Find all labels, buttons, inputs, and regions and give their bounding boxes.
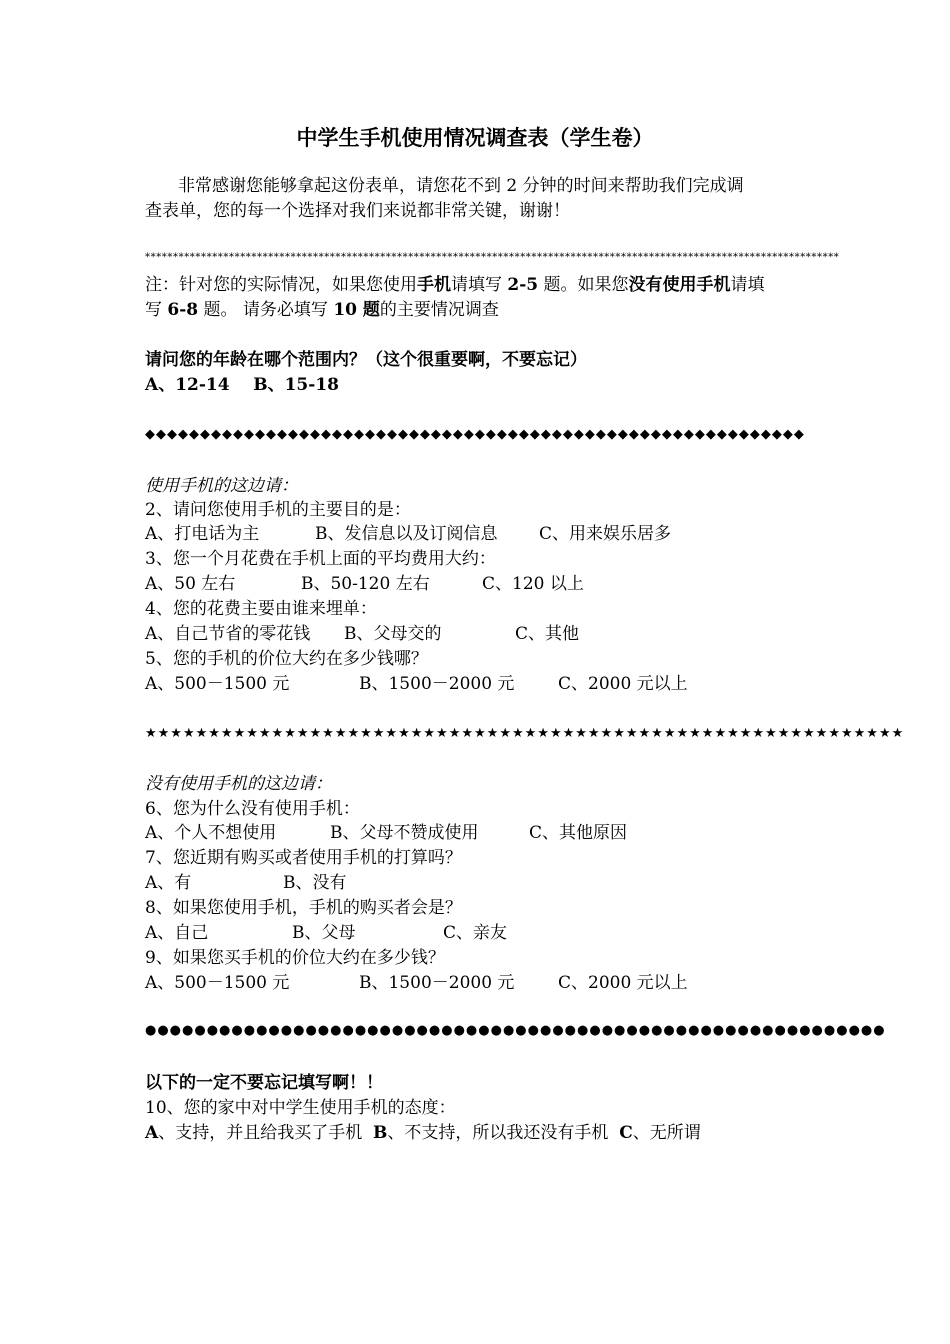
intro-line-1: 非常感谢您能够拿起这份表单，请您花不到 2 分钟的时间来帮助我们完成调 (178, 176, 744, 196)
note-emphasis: 2-5 (507, 275, 539, 295)
q5-option-b: B、1500－2000 元 (359, 674, 515, 694)
star-separator: ★★★★★★★★★★★★★★★★★★★★★★★★★★★★★★★★★★★★★★★★★★★★★★★★★★★★★★★★★★★★ (145, 726, 905, 741)
q3-option-a: A、50 左右 (145, 574, 236, 594)
question-2: 2、请问您使用手机的主要目的是： (145, 500, 411, 520)
q2-option-c: C、用来娱乐居多 (539, 524, 672, 544)
dot-separator: ●●●●●●●●●●●●●●●●●●●●●●●●●●●●●●●●●●●●●●●●●●●●●●●●●●●●●●●●●●●● (145, 1023, 886, 1038)
question-4: 4、您的花费主要由谁来埋单： (145, 599, 377, 619)
q10-option-a-text: 、支持，并且给我买了手机 (158, 1123, 374, 1143)
age-options: A、12-14 B、15-18 (145, 375, 339, 395)
q10-options (145, 1121, 701, 1146)
q8-option-a: A、自己 (145, 923, 209, 943)
q10-option-b-text: 、不支持，所以我还没有手机 (387, 1123, 620, 1143)
question-10: 10、您的家中对中学生使用手机的态度： (145, 1098, 456, 1118)
question-9: 9、如果您买手机的价位大约在多少钱？ (145, 948, 445, 968)
q4-option-a: A、自己节省的零花钱 (145, 624, 311, 644)
q6-option-c: C、其他原因 (529, 823, 628, 843)
note-line-2 (145, 298, 499, 323)
nouse-section-heading: 没有使用手机的这边请： (145, 774, 332, 794)
q4-option-c: C、其他 (515, 624, 580, 644)
q9-option-b: B、1500－2000 元 (359, 973, 515, 993)
use-section-heading: 使用手机的这边请： (145, 476, 298, 496)
q3-option-c: C、120 以上 (482, 574, 584, 594)
q7-option-b: B、没有 (283, 873, 347, 893)
note-text: 的主要情况调查 (379, 300, 499, 320)
q9-option-a: A、500－1500 元 (145, 973, 290, 993)
note-text: 请填 (730, 275, 765, 295)
question-6: 6、您为什么没有使用手机： (145, 799, 360, 819)
q6-option-b: B、父母不赞成使用 (330, 823, 479, 843)
question-7: 7、您近期有购买或者使用手机的打算吗？ (145, 848, 462, 868)
q7-option-a: A、有 (145, 873, 192, 893)
q8-option-b: B、父母 (292, 923, 356, 943)
note-line-1 (145, 273, 765, 298)
q4-option-b: B、父母交的 (344, 624, 442, 644)
note-text: 请填写 (451, 275, 508, 295)
q9-option-c: C、2000 元以上 (558, 973, 688, 993)
note-text: 注：针对您的实际情况，如果您使用 (145, 275, 417, 295)
intro-line-2: 查表单，您的每一个选择对我们来说都非常关键，谢谢！ (145, 201, 570, 221)
question-3: 3、您一个月花费在手机上面的平均费用大约： (145, 549, 496, 569)
q10-option-c-text: 、无所谓 (632, 1123, 701, 1143)
note-text: 题。如果您 (538, 275, 629, 295)
final-heading: 以下的一定不要忘记填写啊！！ (145, 1073, 383, 1093)
note-text: 写 (145, 300, 168, 320)
q3-option-b: B、50-120 左右 (301, 574, 430, 594)
note-text: 题。 请务必填写 (198, 300, 334, 320)
diamond-separator: ◆◆◆◆◆◆◆◆◆◆◆◆◆◆◆◆◆◆◆◆◆◆◆◆◆◆◆◆◆◆◆◆◆◆◆◆◆◆◆◆◆◆◆◆◆◆◆◆◆◆◆◆◆◆◆◆◆◆◆◆ (145, 427, 805, 442)
q5-option-c: C、2000 元以上 (558, 674, 688, 694)
asterisk-separator: **************************************************************************************************************************** (145, 252, 840, 263)
note-emphasis: 手机 (417, 275, 451, 295)
note-emphasis: 6-8 (167, 300, 199, 320)
question-8: 8、如果您使用手机，手机的购买者会是？ (145, 898, 462, 918)
question-5: 5、您的手机的价位大约在多少钱哪？ (145, 649, 428, 669)
note-emphasis: 10 题 (333, 300, 380, 320)
q10-option-b-letter: B (373, 1123, 388, 1143)
q10-option-c-letter: C (619, 1123, 633, 1143)
note-emphasis: 没有使用手机 (628, 275, 731, 295)
age-question: 请问您的年龄在哪个范围内？（这个很重要啊，不要忘记） (145, 350, 587, 370)
q5-option-a: A、500－1500 元 (145, 674, 290, 694)
q2-option-a: A、打电话为主 (145, 524, 260, 544)
page-title: 中学生手机使用情况调查表（学生卷） (296, 125, 654, 150)
q8-option-c: C、亲友 (443, 923, 508, 943)
q2-option-b: B、发信息以及订阅信息 (315, 524, 498, 544)
q10-option-a-letter: A (145, 1123, 159, 1143)
q6-option-a: A、个人不想使用 (145, 823, 277, 843)
